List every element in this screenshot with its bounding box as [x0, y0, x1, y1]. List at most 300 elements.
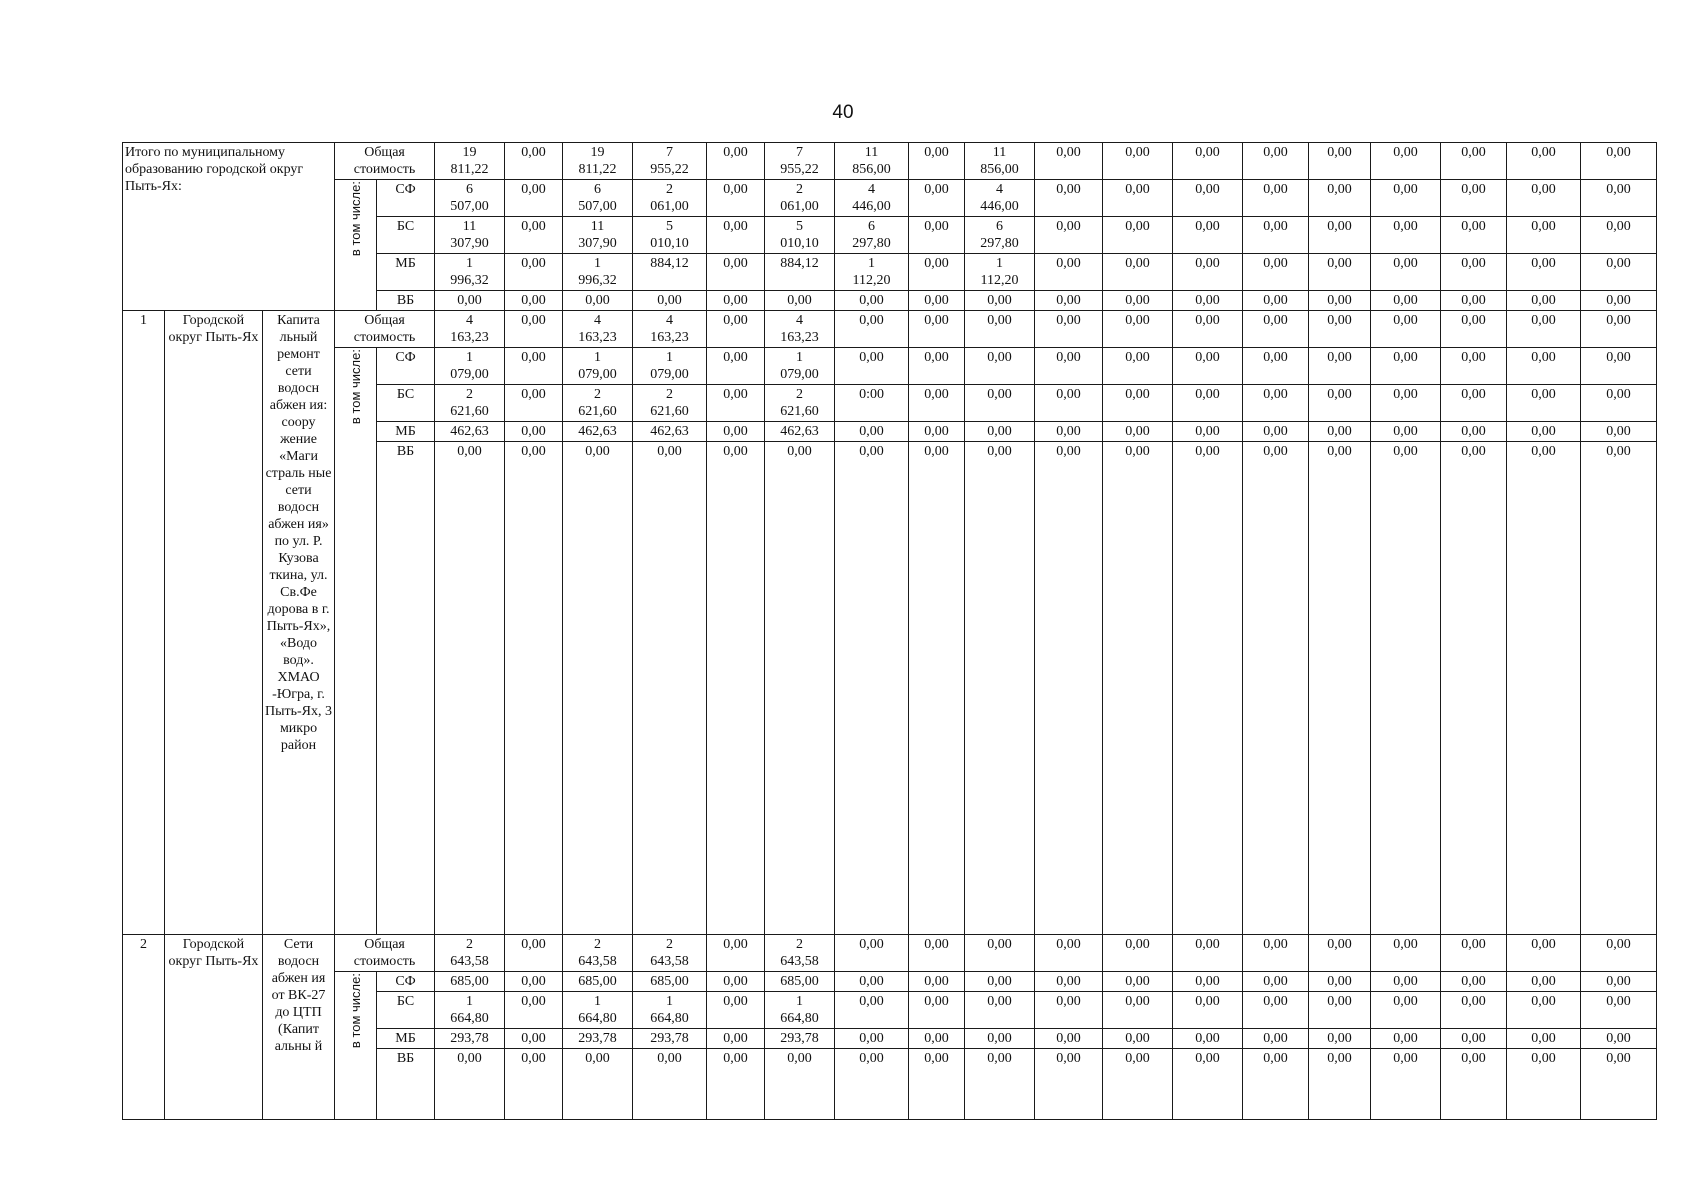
value-cell: 5 010,10	[633, 217, 707, 254]
source-label: СФ	[377, 348, 435, 385]
value-cell: 0,00	[965, 972, 1035, 992]
value-cell: 0,00	[1507, 1049, 1581, 1120]
value-cell: 0,00	[1371, 217, 1441, 254]
value-cell: 2 643,58	[435, 935, 505, 972]
value-cell: 1 996,32	[435, 254, 505, 291]
value-cell: 2 061,00	[633, 180, 707, 217]
value-cell: 0,00	[1309, 311, 1371, 348]
value-cell: 0,00	[1507, 1029, 1581, 1049]
value-cell: 19 811,22	[563, 143, 633, 180]
value-cell: 0,00	[1103, 311, 1173, 348]
value-cell: 0,00	[1441, 311, 1507, 348]
value-cell: 0,00	[633, 1049, 707, 1120]
value-cell: 0,00	[1103, 291, 1173, 311]
value-cell: 2 643,58	[563, 935, 633, 972]
value-cell: 0,00	[707, 442, 765, 935]
value-cell: 0,00	[505, 992, 563, 1029]
value-cell: 0,00	[909, 143, 965, 180]
value-cell: 0,00	[909, 1029, 965, 1049]
value-cell: 0,00	[1507, 972, 1581, 992]
object-name: Сети водосн абжен ия от ВК-27 до ЦТП (Капит альны й	[263, 935, 335, 1120]
budget-table	[122, 142, 1657, 1120]
value-cell: 0,00	[1243, 972, 1309, 992]
value-cell: 0,00	[1371, 348, 1441, 385]
value-cell: 4 163,23	[765, 311, 835, 348]
value-cell: 0,00	[1173, 291, 1243, 311]
value-cell: 0,00	[1441, 422, 1507, 442]
source-label: БС	[377, 385, 435, 422]
value-cell: 0,00	[1581, 348, 1657, 385]
value-cell: 0,00	[505, 311, 563, 348]
value-cell: 0,00	[1103, 442, 1173, 935]
value-cell: 0,00	[1103, 217, 1173, 254]
value-cell: 0,00	[435, 291, 505, 311]
value-cell: 0,00	[909, 442, 965, 935]
value-cell: 0,00	[1371, 1029, 1441, 1049]
value-cell: 0,00	[1173, 180, 1243, 217]
value-cell: 0,00	[1103, 992, 1173, 1029]
source-label: БС	[377, 992, 435, 1029]
value-cell: 0,00	[1581, 972, 1657, 992]
value-cell: 0,00	[1371, 972, 1441, 992]
value-cell: 0,00	[965, 992, 1035, 1029]
value-cell: 0,00	[1371, 291, 1441, 311]
value-cell: 0,00	[1243, 143, 1309, 180]
value-cell: 2 061,00	[765, 180, 835, 217]
value-cell: 0,00	[1243, 291, 1309, 311]
object-row	[123, 311, 1657, 348]
value-cell: 0,00	[1103, 143, 1173, 180]
value-cell: 0,00	[435, 1049, 505, 1120]
value-cell: 0,00	[505, 422, 563, 442]
value-cell: 0,00	[909, 935, 965, 972]
value-cell: 0,00	[1441, 992, 1507, 1029]
value-cell: 0,00	[435, 442, 505, 935]
value-cell: 0,00	[1243, 1029, 1309, 1049]
value-cell: 0,00	[1243, 348, 1309, 385]
value-cell: 0,00	[505, 935, 563, 972]
incl-cell	[335, 348, 377, 935]
value-cell: 0,00	[707, 992, 765, 1029]
value-cell: 2 621,60	[435, 385, 505, 422]
value-cell: 0,00	[909, 254, 965, 291]
value-cell: 0,00	[765, 291, 835, 311]
value-cell: 0,00	[1173, 143, 1243, 180]
value-cell: 0,00	[965, 442, 1035, 935]
value-cell: 0,00	[1243, 180, 1309, 217]
value-cell: 0,00	[1507, 348, 1581, 385]
value-cell: 4 163,23	[435, 311, 505, 348]
value-cell: 0,00	[1309, 217, 1371, 254]
value-cell: 0,00	[505, 348, 563, 385]
value-cell: 0,00	[1035, 254, 1103, 291]
value-cell: 0,00	[965, 1029, 1035, 1049]
source-label: МБ	[377, 1029, 435, 1049]
value-cell: 2 643,58	[633, 935, 707, 972]
value-cell: 293,78	[435, 1029, 505, 1049]
budget-table-body	[123, 143, 1657, 1120]
value-cell: 0,00	[835, 1049, 909, 1120]
incl-label: в том числе:	[348, 181, 364, 257]
value-cell: 0,00	[1173, 935, 1243, 972]
value-cell: 1 664,80	[435, 992, 505, 1029]
value-cell: 0,00	[505, 291, 563, 311]
value-cell: 0,00	[965, 422, 1035, 442]
value-cell: 6 297,80	[835, 217, 909, 254]
value-cell: 0,00	[1173, 442, 1243, 935]
value-cell: 0,00	[909, 291, 965, 311]
value-cell: 0,00	[1309, 180, 1371, 217]
value-cell: 0,00	[835, 935, 909, 972]
value-cell: 0,00	[707, 385, 765, 422]
source-label: МБ	[377, 422, 435, 442]
value-cell: 4 163,23	[563, 311, 633, 348]
value-cell: 0,00	[835, 992, 909, 1029]
value-cell: 0,00	[505, 442, 563, 935]
value-cell: 1 079,00	[435, 348, 505, 385]
value-cell: 0,00	[707, 180, 765, 217]
value-cell: 462,63	[435, 422, 505, 442]
value-cell: 2 621,60	[633, 385, 707, 422]
value-cell: 0,00	[1035, 291, 1103, 311]
value-cell: 0,00	[1103, 348, 1173, 385]
value-cell: 0,00	[1371, 935, 1441, 972]
value-cell: 1 079,00	[765, 348, 835, 385]
value-cell: 1 079,00	[633, 348, 707, 385]
value-cell: 1 664,80	[633, 992, 707, 1029]
total-row	[123, 143, 1657, 180]
value-cell: 0,00	[707, 254, 765, 291]
value-cell: 0,00	[707, 143, 765, 180]
value-cell: 0,00	[1581, 1049, 1657, 1120]
value-cell: 11 856,00	[965, 143, 1035, 180]
value-cell: 0,00	[1581, 311, 1657, 348]
value-cell: 0,00	[1371, 992, 1441, 1029]
value-cell: 0,00	[765, 1049, 835, 1120]
value-cell: 0,00	[1581, 291, 1657, 311]
value-cell: 0,00	[1581, 254, 1657, 291]
total-label: Итого по муниципальному образованию городской округ Пыть-Ях:	[123, 143, 335, 311]
value-cell: 0,00	[1441, 935, 1507, 972]
value-cell: 0,00	[1441, 1049, 1507, 1120]
value-cell: 0,00	[1441, 972, 1507, 992]
value-cell: 0,00	[1035, 935, 1103, 972]
value-cell: 0,00	[1371, 1049, 1441, 1120]
value-cell: 0,00	[1441, 180, 1507, 217]
value-cell: 0,00	[1441, 1029, 1507, 1049]
source-label: СФ	[377, 180, 435, 217]
value-cell: 0,00	[707, 348, 765, 385]
value-cell: 0,00	[505, 143, 563, 180]
value-cell: 0,00	[633, 291, 707, 311]
value-cell: 0,00	[909, 385, 965, 422]
value-cell: 0,00	[1309, 348, 1371, 385]
value-cell: 0,00	[1103, 1049, 1173, 1120]
source-label: МБ	[377, 254, 435, 291]
value-cell: 0,00	[1507, 180, 1581, 217]
value-cell: 0,00	[1103, 385, 1173, 422]
value-cell: 0,00	[505, 254, 563, 291]
value-cell: 0,00	[835, 972, 909, 992]
value-cell: 0,00	[1173, 422, 1243, 442]
value-cell: 0,00	[1507, 992, 1581, 1029]
value-cell: 0,00	[909, 992, 965, 1029]
value-cell: 0,00	[707, 217, 765, 254]
value-cell: 0,00	[1103, 935, 1173, 972]
value-cell: 0,00	[1581, 422, 1657, 442]
incl-label: в том числе:	[348, 349, 364, 425]
value-cell: 0,00	[1309, 254, 1371, 291]
source-label: СФ	[377, 972, 435, 992]
value-cell: 0,00	[1581, 935, 1657, 972]
value-cell: 1 664,80	[765, 992, 835, 1029]
value-cell: 0,00	[707, 422, 765, 442]
value-cell: 0,00	[835, 311, 909, 348]
value-cell: 0,00	[1243, 254, 1309, 291]
cost-label: Общая стоимость	[335, 935, 435, 972]
value-cell: 2 621,60	[563, 385, 633, 422]
value-cell: 2 643,58	[765, 935, 835, 972]
value-cell: 0,00	[1507, 143, 1581, 180]
value-cell: 0,00	[1441, 348, 1507, 385]
value-cell: 0,00	[1035, 442, 1103, 935]
value-cell: 0,00	[1581, 992, 1657, 1029]
value-cell: 1 664,80	[563, 992, 633, 1029]
value-cell: 0,00	[1035, 143, 1103, 180]
value-cell: 0,00	[1035, 422, 1103, 442]
value-cell: 6 507,00	[435, 180, 505, 217]
value-cell: 0,00	[909, 348, 965, 385]
value-cell: 0,00	[1441, 217, 1507, 254]
value-cell: 0,00	[505, 1029, 563, 1049]
value-cell: 0,00	[1309, 442, 1371, 935]
value-cell: 0,00	[835, 348, 909, 385]
value-cell: 0,00	[505, 1049, 563, 1120]
value-cell: 0,00	[707, 311, 765, 348]
value-cell: 462,63	[765, 422, 835, 442]
value-cell: 0,00	[1035, 385, 1103, 422]
value-cell: 11 307,90	[435, 217, 505, 254]
value-cell: 0,00	[1581, 217, 1657, 254]
value-cell: 11 856,00	[835, 143, 909, 180]
value-cell: 0,00	[1371, 422, 1441, 442]
value-cell: 685,00	[633, 972, 707, 992]
value-cell: 0,00	[1103, 972, 1173, 992]
value-cell: 0,00	[1371, 180, 1441, 217]
value-cell: 0,00	[1243, 992, 1309, 1029]
value-cell: 0,00	[835, 291, 909, 311]
value-cell: 0,00	[1035, 217, 1103, 254]
value-cell: 0,00	[1309, 422, 1371, 442]
value-cell: 0,00	[1173, 254, 1243, 291]
value-cell: 0,00	[835, 1029, 909, 1049]
value-cell: 0,00	[1173, 972, 1243, 992]
value-cell: 0,00	[1035, 348, 1103, 385]
total-row	[123, 180, 1657, 217]
incl-label: в том числе:	[348, 973, 364, 1049]
value-cell: 0,00	[1243, 935, 1309, 972]
value-cell: 4 163,23	[633, 311, 707, 348]
cost-label: Общая стоимость	[335, 143, 435, 180]
value-cell: 0,00	[1507, 442, 1581, 935]
value-cell: 0,00	[835, 422, 909, 442]
source-label: ВБ	[377, 1049, 435, 1120]
value-cell: 0,00	[1371, 311, 1441, 348]
value-cell: 1 996,32	[563, 254, 633, 291]
value-cell: 0,00	[1441, 291, 1507, 311]
value-cell: 0,00	[707, 935, 765, 972]
value-cell: 0,00	[1581, 143, 1657, 180]
value-cell: 0,00	[1103, 422, 1173, 442]
value-cell: 0,00	[707, 972, 765, 992]
value-cell: 0,00	[1173, 1029, 1243, 1049]
value-cell: 0,00	[965, 1049, 1035, 1120]
value-cell: 0,00	[1173, 348, 1243, 385]
value-cell: 0,00	[1243, 442, 1309, 935]
value-cell: 0,00	[909, 1049, 965, 1120]
value-cell: 0,00	[563, 291, 633, 311]
object-name: Капита льный ремонт сети водосн абжен ия: соору жение «Маги страль ные сети водосн абжен ия» по ул. Р. Кузова ткина, ул. Св.Фе дорова в г. Пыть-Ях», «Водо вод». ХМАО -Югра, г. Пыть-Ях, 3 микро район	[263, 311, 335, 935]
value-cell: 19 811,22	[435, 143, 505, 180]
value-cell: 0,00	[1035, 1049, 1103, 1120]
page-number: 40	[832, 102, 854, 123]
value-cell: 685,00	[765, 972, 835, 992]
value-cell: 0,00	[1035, 972, 1103, 992]
value-cell: 0,00	[1173, 992, 1243, 1029]
value-cell: 6 297,80	[965, 217, 1035, 254]
value-cell: 293,78	[633, 1029, 707, 1049]
value-cell: 0,00	[909, 217, 965, 254]
value-cell: 0,00	[765, 442, 835, 935]
source-label: ВБ	[377, 291, 435, 311]
value-cell: 0,00	[965, 348, 1035, 385]
value-cell: 0,00	[1309, 935, 1371, 972]
value-cell: 0,00	[1507, 385, 1581, 422]
incl-cell	[335, 972, 377, 1120]
value-cell: 0,00	[1035, 992, 1103, 1029]
value-cell: 0,00	[1309, 972, 1371, 992]
value-cell: 0,00	[505, 385, 563, 422]
value-cell: 0,00	[1035, 1029, 1103, 1049]
value-cell: 0,00	[1581, 385, 1657, 422]
value-cell: 1 112,20	[835, 254, 909, 291]
value-cell: 0,00	[909, 311, 965, 348]
value-cell: 884,12	[633, 254, 707, 291]
value-cell: 0,00	[1581, 1029, 1657, 1049]
value-cell: 685,00	[563, 972, 633, 992]
value-cell: 11 307,90	[563, 217, 633, 254]
value-cell: 0,00	[1173, 385, 1243, 422]
source-label: ВБ	[377, 442, 435, 935]
value-cell: 0,00	[1243, 385, 1309, 422]
value-cell: 0,00	[1371, 442, 1441, 935]
value-cell: 0,00	[1581, 180, 1657, 217]
value-cell: 293,78	[563, 1029, 633, 1049]
value-cell: 0,00	[965, 311, 1035, 348]
value-cell: 0,00	[1035, 180, 1103, 217]
value-cell: 0,00	[1243, 311, 1309, 348]
value-cell: 4 446,00	[965, 180, 1035, 217]
value-cell: 0,00	[1371, 143, 1441, 180]
value-cell: 0,00	[1507, 254, 1581, 291]
object-row	[123, 972, 1657, 992]
value-cell: 0,00	[1309, 992, 1371, 1029]
value-cell: 6 507,00	[563, 180, 633, 217]
value-cell: 0,00	[1507, 217, 1581, 254]
value-cell: 0,00	[1309, 1049, 1371, 1120]
value-cell: 0,00	[633, 442, 707, 935]
value-cell: 0,00	[1243, 422, 1309, 442]
cost-label: Общая стоимость	[335, 311, 435, 348]
value-cell: 685,00	[435, 972, 505, 992]
value-cell: 0,00	[1035, 311, 1103, 348]
value-cell: 0,00	[909, 422, 965, 442]
value-cell: 0,00	[1173, 311, 1243, 348]
object-row	[123, 348, 1657, 385]
value-cell: 0,00	[1371, 385, 1441, 422]
value-cell: 0,00	[707, 291, 765, 311]
value-cell: 0,00	[1507, 311, 1581, 348]
value-cell: 0,00	[563, 442, 633, 935]
value-cell: 0,00	[505, 180, 563, 217]
value-cell: 0,00	[707, 1029, 765, 1049]
value-cell: 0,00	[1243, 1049, 1309, 1120]
source-label: БС	[377, 217, 435, 254]
value-cell: 462,63	[563, 422, 633, 442]
value-cell: 0,00	[1581, 442, 1657, 935]
value-cell: 0,00	[909, 972, 965, 992]
value-cell: 0,00	[505, 972, 563, 992]
value-cell: 1 079,00	[563, 348, 633, 385]
value-cell: 0,00	[1309, 385, 1371, 422]
value-cell: 0,00	[1173, 1049, 1243, 1120]
value-cell: 0,00	[1103, 1029, 1173, 1049]
value-cell: 7 955,22	[765, 143, 835, 180]
value-cell: 0,00	[965, 385, 1035, 422]
value-cell: 0,00	[1173, 217, 1243, 254]
value-cell: 884,12	[765, 254, 835, 291]
value-cell: 0,00	[1507, 291, 1581, 311]
value-cell: 0,00	[909, 180, 965, 217]
value-cell: 2 621,60	[765, 385, 835, 422]
row-number: 2	[123, 935, 165, 1120]
value-cell: 0,00	[1243, 217, 1309, 254]
value-cell: 4 446,00	[835, 180, 909, 217]
row-number: 1	[123, 311, 165, 935]
value-cell: 462,63	[633, 422, 707, 442]
value-cell: 0,00	[835, 442, 909, 935]
value-cell: 7 955,22	[633, 143, 707, 180]
value-cell: 0,00	[1103, 180, 1173, 217]
value-cell: 0,00	[505, 217, 563, 254]
value-cell: 0,00	[1103, 254, 1173, 291]
value-cell: 0,00	[1441, 143, 1507, 180]
value-cell: 0,00	[1309, 143, 1371, 180]
value-cell: 0,00	[1441, 254, 1507, 291]
value-cell: 0,00	[563, 1049, 633, 1120]
value-cell: 0,00	[1309, 1029, 1371, 1049]
object-row	[123, 935, 1657, 972]
value-cell: 0,00	[1507, 935, 1581, 972]
value-cell: 0,00	[1441, 442, 1507, 935]
value-cell: 0,00	[1507, 422, 1581, 442]
value-cell: 0,00	[1441, 385, 1507, 422]
value-cell: 5 010,10	[765, 217, 835, 254]
value-cell: 0,00	[965, 291, 1035, 311]
value-cell: 293,78	[765, 1029, 835, 1049]
district-name: Городской округ Пыть-Ях	[165, 311, 263, 935]
value-cell: 0,00	[1309, 291, 1371, 311]
